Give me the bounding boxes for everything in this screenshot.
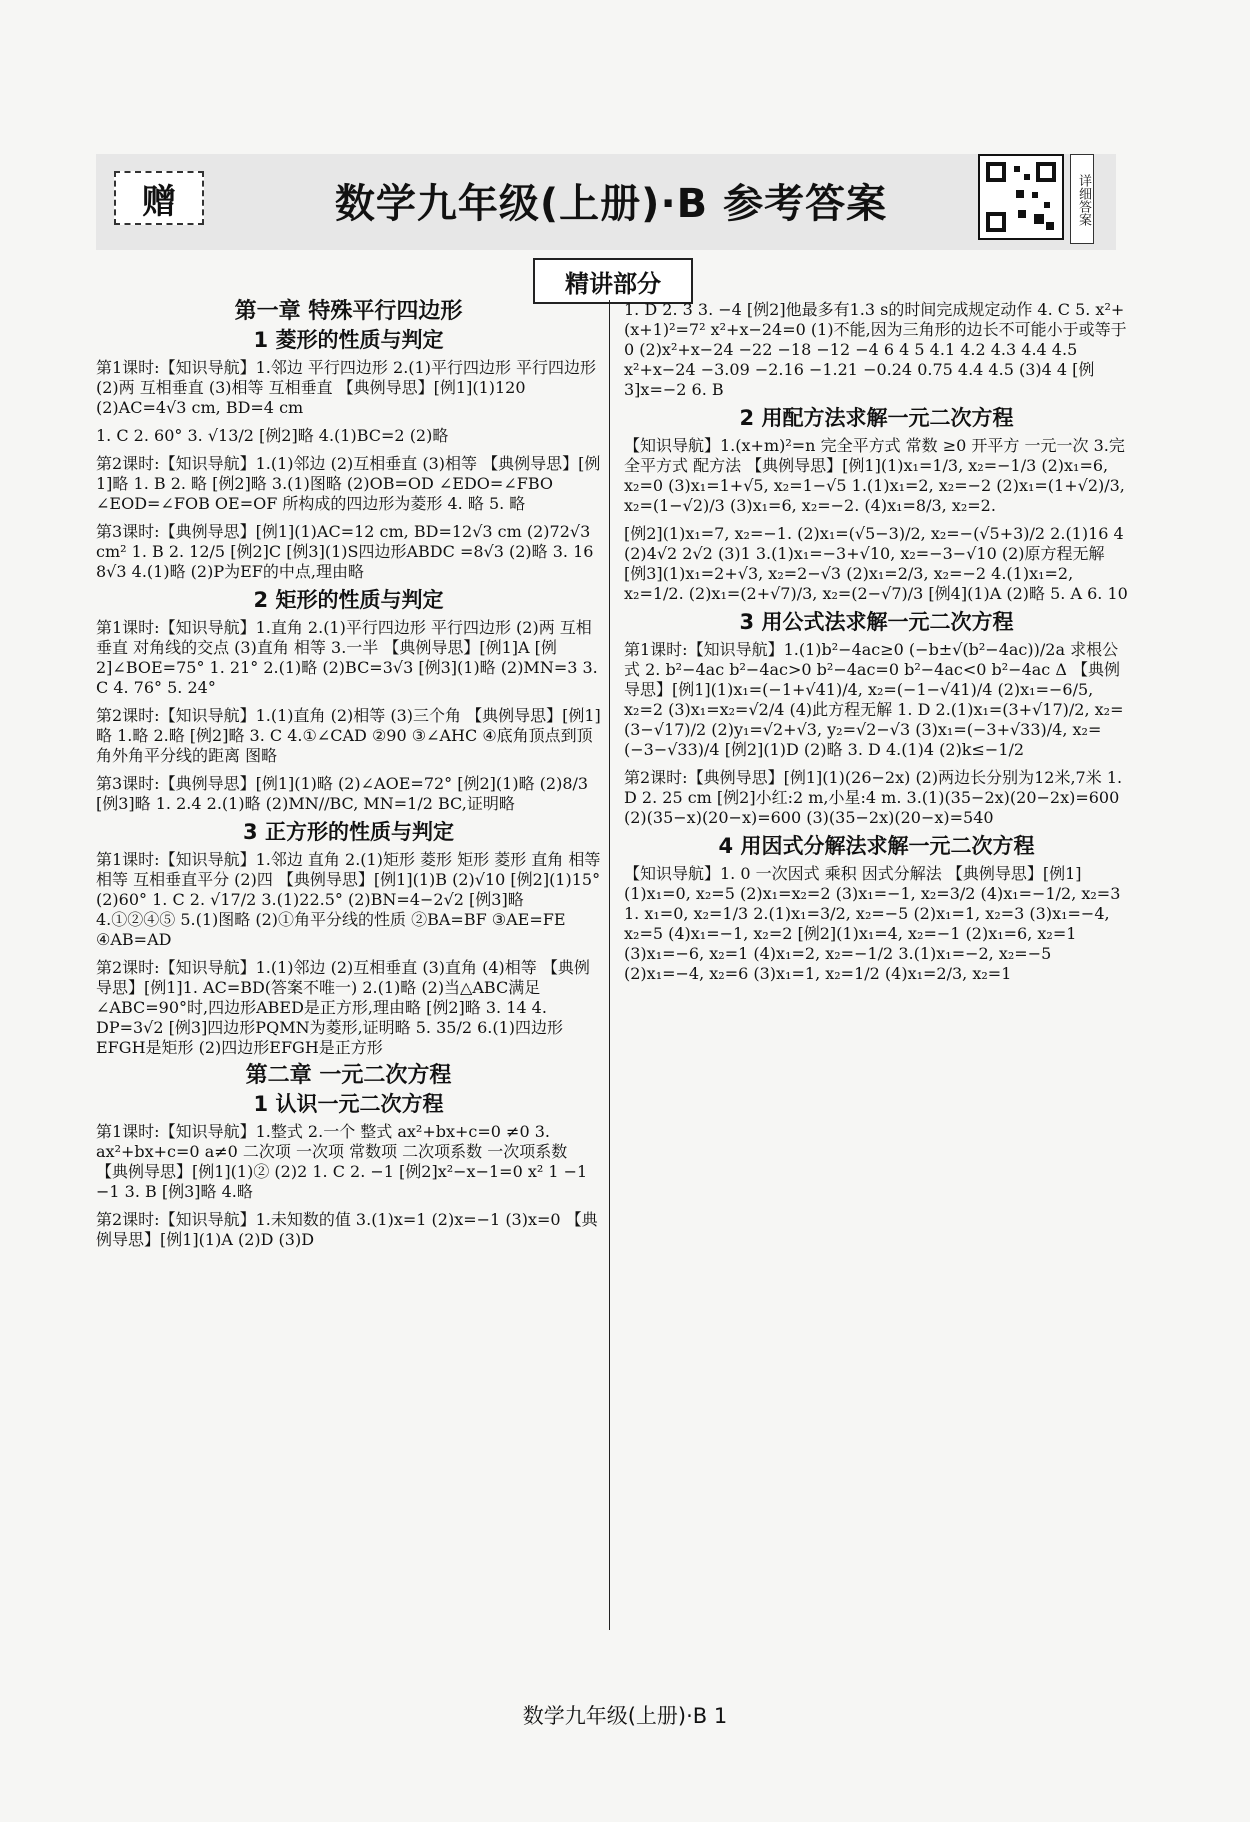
section-label-box xyxy=(533,258,693,304)
qr-code-icon xyxy=(978,154,1064,240)
right-column xyxy=(624,300,1129,992)
answer-paragraph: 1. D 2. 3 3. −4 [例2]他最多有1.3 s的时间完成规定动作 4. C 5. x²+(x+1)²=7² x²+x−24=0 (1)不能,因为三角形的边长不可能小于或等于0 (2)x²+x−24 −22 −18 −12 −4 6 4 5 4.1 4.2 4.3 4.4 4.5 x²+x−24 −3.09 −2.16 −1.21 −0.24 0.75 4.4 4.5 (3)4 4 [例3]x=−2 6. B xyxy=(624,300,1127,399)
section-heading: 1 认识一元二次方程 xyxy=(253,1092,444,1116)
section-heading: 2 矩形的性质与判定 xyxy=(253,588,444,612)
gift-box xyxy=(114,171,204,225)
section-heading: 3 用公式法求解一元二次方程 xyxy=(739,610,1014,634)
answer-paragraph: 第1课时:【知识导航】1.邻边 平行四边形 2.(1)平行四边形 平行四边形 (2)两 互相垂直 (3)相等 互相垂直 【典例导思】[例1](1)120 (2)AC=4√3 cm, BD=4 cm xyxy=(96,358,597,417)
answer-paragraph: 第2课时:【知识导航】1.(1)直角 (2)相等 (3)三个角 【典例导思】[例1]略 1.略 2.略 [例2]略 3. C 4.①∠CAD ②90 ③∠AHC ④底角顶点到顶角外角平分线的距离 图略 xyxy=(96,706,601,765)
qr-area xyxy=(978,154,1098,246)
column-divider xyxy=(609,300,610,1630)
answer-paragraph: 1. C 2. 60° 3. √13/2 [例2]略 4.(1)BC=2 (2)略 xyxy=(96,426,449,445)
section-heading: 1 菱形的性质与判定 xyxy=(253,328,444,352)
section-heading: 3 正方形的性质与判定 xyxy=(243,820,454,844)
section-heading: 2 用配方法求解一元二次方程 xyxy=(739,406,1014,430)
answer-paragraph: 【知识导航】1.(x+m)²=n 完全平方式 常数 ≥0 开平方 一元一次 3.完全平方式 配方法 【典例导思】[例1](1)x₁=1/3, x₂=−1/3 (2)x₁=6, x₂=0 (3)x₁=1+√5, x₂=1−√5 1.(1)x₁=2, x₂=−2 (2)x₁=(1+√2)/3, x₂=(1−√2)/3 (3)x₁=6, x₂=−2. (4)x₁=8/3, x₂=2. xyxy=(624,436,1125,515)
answer-paragraph: 第2课时:【知识导航】1.(1)邻边 (2)互相垂直 (3)相等 【典例导思】[例1]略 1. B 2. 略 [例2]略 3.(1)图略 (2)OB=OD ∠EDO=∠FBO ∠EOD=∠FOB OE=OF 所构成的四边形为菱形 4. 略 5. 略 xyxy=(96,454,601,513)
answer-paragraph: 【知识导航】1. 0 一次因式 乘积 因式分解法 【典例导思】[例1](1)x₁=0, x₂=5 (2)x₁=x₂=2 (3)x₁=−1, x₂=3/2 (4)x₁=−1/2, x₂=3 1. x₁=0, x₂=1/3 2.(1)x₁=3/2, x₂=−5 (2)x₁=1, x₂=3 (3)x₁=−4, x₂=5 (4)x₁=−1, x₂=2 [例2](1)x₁=4, x₂=−1 (2)x₁=6, x₂=1 (3)x₁=−6, x₂=1 (4)x₁=2, x₂=−1/2 3.(1)x₁=−2, x₂=−5 (2)x₁=−4, x₂=6 (3)x₁=1, x₂=1/2 (4)x₁=2/3, x₂=1 xyxy=(624,864,1121,983)
left-column xyxy=(96,300,601,1258)
section-heading: 4 用因式分解法求解一元二次方程 xyxy=(718,834,1035,858)
header xyxy=(96,154,1116,250)
chapter-title: 第一章 特殊平行四边形 xyxy=(234,299,463,324)
gift-label: 赠 xyxy=(142,181,176,222)
answer-paragraph: 第1课时:【知识导航】1.(1)b²−4ac≥0 (−b±√(b²−4ac))/2a 求根公式 2. b²−4ac b²−4ac>0 b²−4ac=0 b²−4ac<0 b²−4ac Δ 【典例导思】[例1](1)x₁=(−1+√41)/4, x₂=(−1−√41)/4 (2)x₁=−6/5, x₂=2 (3)x₁=x₂=√2/4 (4)此方程无解 1. D 2.(1)x₁=(3+√17)/2, x₂=(3−√17)/2 (2)y₁=√2+√3, y₂=√2−√3 (3)x₁=(−3+√33)/4, x₂=(−3−√33)/4 [例2](1)D (2)略 3. D 4.(1)4 (2)k≤−1/2 xyxy=(624,640,1124,759)
page-footer: 数学九年级(上册)·B 1 xyxy=(522,1704,728,1728)
answer-paragraph: 第1课时:【知识导航】1.整式 2.一个 整式 ax²+bx+c=0 ≠0 3. ax²+bx+c=0 a≠0 二次项 一次项 常数项 二次项系数 一次项系数 【典例导思】[例1](1)② (2)2 1. C 2. −1 [例2]x²−x−1=0 x² 1 −1 −1 3. B [例3]略 4.略 xyxy=(96,1122,588,1201)
chapter-title: 第二章 一元二次方程 xyxy=(245,1063,452,1088)
answer-paragraph: 第2课时:【典例导思】[例1](1)(26−2x) (2)两边长分别为12米,7米 1. D 2. 25 cm [例2]小红:2 m,小星:4 m. 3.(1)(35−2x)(20−2x)=600 (2)(35−x)(20−x)=600 (3)(35−2x)(20−x)=540 xyxy=(624,768,1123,827)
page-title: 数学九年级(上册)·B 参考答案 xyxy=(334,181,888,227)
answer-paragraph: 第1课时:【知识导航】1.直角 2.(1)平行四边形 平行四边形 (2)两 互相垂直 对角线的交点 (3)直角 相等 3.一半 【典例导思】[例1]A [例2]∠BOE=75° 1. 21° 2.(1)略 (2)BC=3√3 [例3](1)略 (2)MN=3 3. C 4. 76° 5. 24° xyxy=(96,618,598,697)
answer-paragraph: 第2课时:【知识导航】1.(1)邻边 (2)互相垂直 (3)直角 (4)相等 【典例导思】[例1]1. AC=BD(答案不唯一) 2.(1)略 (2)当△ABC满足∠ABC=90°时,四边形ABED是正方形,理由略 [例2]略 3. 14 4. DP=3√2 [例3]四边形PQMN为菱形,证明略 5. 35/2 6.(1)四边形EFGH是矩形 (2)四边形EFGH是正方形 xyxy=(96,958,590,1057)
answer-paragraph: [例2](1)x₁=7, x₂=−1. (2)x₁=(√5−3)/2, x₂=−(√5+3)/2 2.(1)16 4 (2)4√2 2√2 (3)1 3.(1)x₁=−3+√10, x₂=−3−√10 (2)原方程无解 [例3](1)x₁=2+√3, x₂=2−√3 (2)x₁=2/3, x₂=−2 4.(1)x₁=2, x₂=1/2. (2)x₁=(2+√7)/3, x₂=(2−√7)/3 [例4](1)A (2)略 5. A 6. 10 xyxy=(624,524,1128,603)
answer-paragraph: 第2课时:【知识导航】1.未知数的值 3.(1)x=1 (2)x=−1 (3)x=0 【典例导思】[例1](1)A (2)D (3)D xyxy=(96,1210,598,1249)
answer-paragraph: 第1课时:【知识导航】1.邻边 直角 2.(1)矩形 菱形 矩形 菱形 直角 相等 相等 互相垂直平分 (2)四 【典例导思】[例1](1)B (2)√10 [例2](1)15° (2)60° 1. C 2. √17/2 3.(1)22.5° (2)BN=4−2√2 [例3]略 4.①②④⑤ 5.(1)图略 (2)①角平分线的性质 ②BA=BF ③AE=FE ④AB=AD xyxy=(96,850,601,949)
section-title: 精讲部分 xyxy=(565,269,661,298)
qr-side-label: 详细答案 xyxy=(1070,154,1094,244)
answer-paragraph: 第3课时:【典例导思】[例1](1)略 (2)∠AOE=72° [例2](1)略 (2)8/3 [例3]略 1. 2.4 2.(1)略 (2)MN//BC, MN=1/2 BC,证明略 xyxy=(96,774,589,813)
answer-paragraph: 第3课时:【典例导思】[例1](1)AC=12 cm, BD=12√3 cm (2)72√3 cm² 1. B 2. 12/5 [例2]C [例3](1)S四边形ABDC =8√3 (2)略 3. 16 8√3 4.(1)略 (2)P为EF的中点,理由略 xyxy=(96,522,594,581)
